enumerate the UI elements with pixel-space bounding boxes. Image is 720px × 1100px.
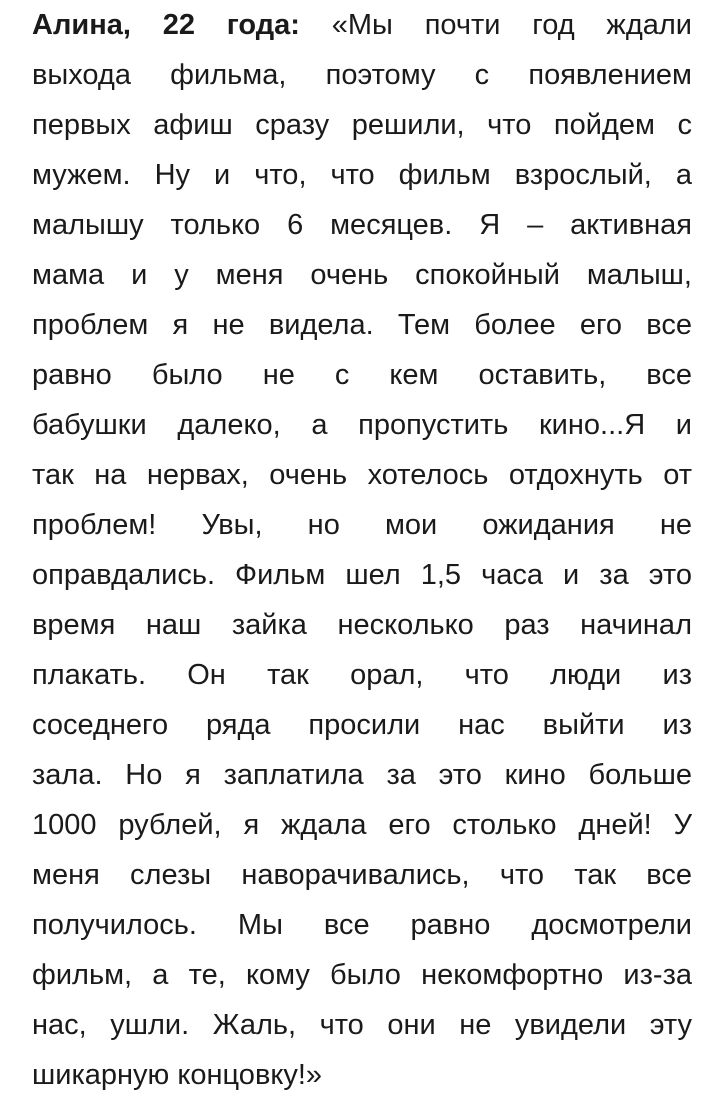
quote-line: время наш зайка несколько раз начинал (32, 609, 692, 641)
quote-line: проблем я не видела. Тем более его все (32, 309, 692, 341)
quote-line: равно было не с кем оставить, все (32, 359, 692, 391)
quote-line: меня слезы наворачивались, что так все (32, 859, 692, 891)
quote-line-1 (32, 0, 692, 50)
quote-line: бабушки далеко, а пропустить кино...Я и (32, 409, 692, 441)
quote-line: фильм, а те, кому было некомфортно из-за (32, 959, 692, 991)
quote-opening-text: «Мы почти год ждали (331, 9, 692, 41)
quote-line: плакать. Он так орал, что люди из (32, 659, 692, 691)
quote-line: малышу только 6 месяцев. Я – активная (32, 209, 692, 241)
quote-line: 1000 рублей, я ждала его столько дней! У (32, 809, 692, 841)
quote-line: зала. Но я заплатила за это кино больше (32, 759, 692, 791)
quote-line: нас, ушли. Жаль, что они не увидели эту (32, 1009, 692, 1041)
quote-paragraph (32, 0, 692, 1100)
quote-line: проблем! Увы, но мои ожидания не (32, 509, 692, 541)
quote-line: оправдались. Фильм шел 1,5 часа и за это (32, 559, 692, 591)
quote-closing-line: шикарную концовку!» (32, 1059, 323, 1091)
quote-line: первых афиш сразу решили, что пойдем с (32, 109, 692, 141)
quote-line: соседнего ряда просили нас выйти из (32, 709, 692, 741)
quote-line: выхода фильма, поэтому с появлением (32, 59, 692, 91)
quote-line: мужем. Ну и что, что фильм взрослый, а (32, 159, 692, 191)
quote-line: получилось. Мы все равно досмотрели (32, 909, 692, 941)
speaker-label: Алина, 22 года: (32, 9, 300, 41)
quote-line: мама и у меня очень спокойный малыш, (32, 259, 692, 291)
quote-line: так на нервах, очень хотелось отдохнуть от (32, 459, 692, 491)
